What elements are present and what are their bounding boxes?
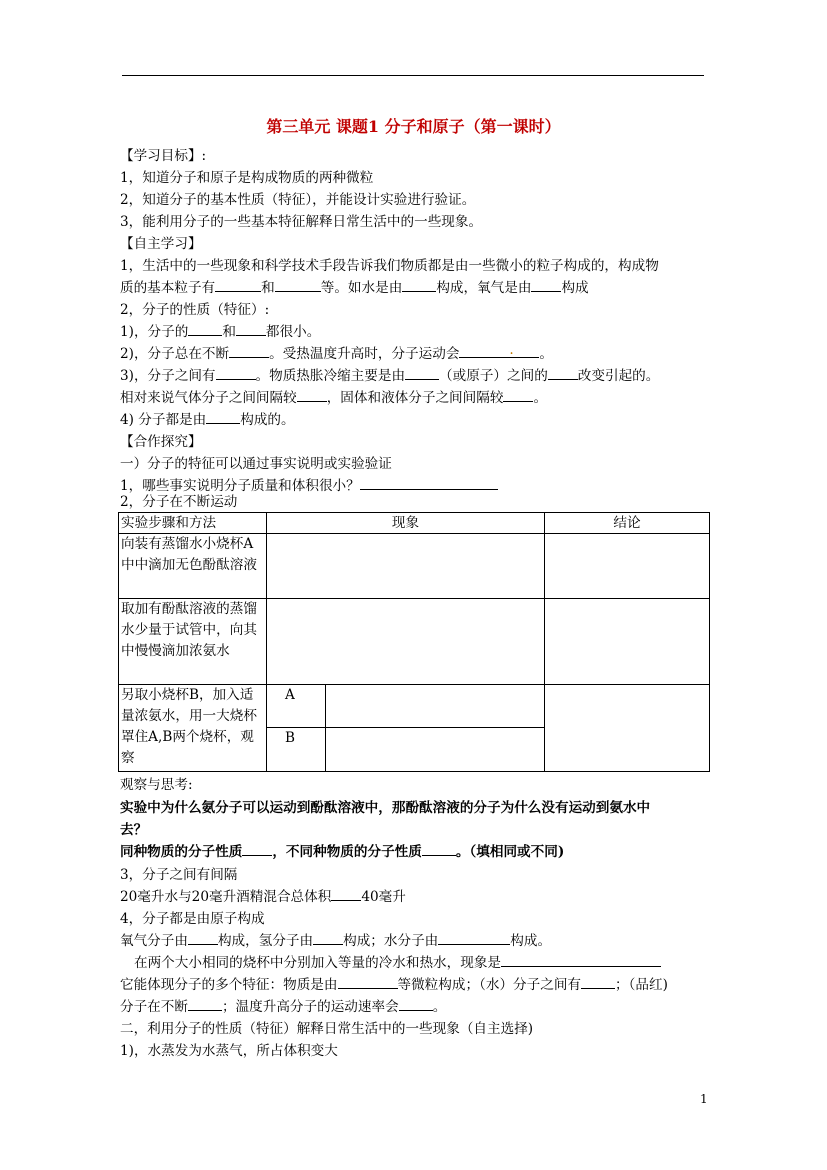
text: 。 — [432, 999, 447, 1015]
question-2 — [120, 841, 564, 863]
self-q1-line2 — [120, 277, 589, 299]
page-number: 1 — [700, 1092, 708, 1106]
experiment-table — [118, 512, 710, 772]
text: 4) 分子都是由 — [120, 412, 207, 428]
goal-2: 2，知道分子的基本性质（特征），并能设计实验进行验证。 — [120, 192, 476, 208]
text: 3)，分子之间有 — [120, 368, 216, 384]
col-conclusion: 结论 — [545, 513, 710, 534]
observe-header: 观察与思考: — [120, 777, 193, 793]
conclusion-cell[interactable] — [545, 534, 710, 599]
goals-header: 【学习目标】: — [120, 148, 207, 164]
text: 20毫升水与20毫升酒精混合总体积 — [120, 889, 332, 905]
phenomenon-cell[interactable] — [267, 599, 545, 685]
fill-blank[interactable] — [188, 321, 222, 336]
table-header-row — [119, 513, 710, 534]
self-q2-3 — [120, 365, 659, 387]
text: （或原子）之间的 — [439, 368, 548, 384]
self-study-header: 【自主学习】 — [120, 236, 202, 252]
coop-4-1 — [120, 930, 551, 952]
text: 和 — [261, 280, 275, 296]
fill-blank[interactable] — [331, 886, 361, 901]
fill-blank[interactable] — [581, 974, 615, 989]
fill-blank[interactable] — [459, 343, 539, 358]
text: 等微粒构成；（水）分子之间有 — [397, 977, 582, 993]
table-row — [119, 534, 710, 599]
coop-1-2: 2，分子在不断运动 — [120, 494, 238, 510]
self-q2: 2，分子的性质（特征）: — [120, 302, 270, 318]
self-q1-line1: 1，生活中的一些现象和科学技术手段告诉我们物质都是由一些微小的粒子构成的，构成物 — [120, 258, 659, 274]
fill-blank[interactable] — [188, 930, 218, 945]
text: 构成的。 — [240, 412, 295, 428]
text: 构成。 — [510, 933, 552, 949]
text: ；温度升高分子的运动速率会 — [221, 999, 399, 1015]
fill-blank[interactable] — [275, 277, 321, 292]
step-cell: 取加有酚酞溶液的蒸馏水少量于试管中，向其中慢慢滴加浓氨水 — [119, 599, 267, 685]
beaker-b-label: B — [267, 728, 326, 772]
text: 改变引起的。 — [577, 368, 660, 384]
fill-blank[interactable] — [531, 277, 561, 292]
table-row — [119, 685, 710, 728]
text: 和 — [222, 324, 236, 340]
text: 都很小。 — [265, 324, 321, 340]
text: 。（填相同或不同) — [455, 844, 565, 860]
coop-6: 二，利用分子的性质（特征）解释日常生活中的一些现象（自主选择) — [120, 1021, 534, 1037]
fill-blank[interactable] — [438, 930, 510, 945]
fill-blank[interactable] — [503, 387, 533, 402]
text: ，不同种物质的分子性质 — [272, 844, 422, 860]
fill-blank[interactable] — [236, 321, 266, 336]
phenomenon-b-cell[interactable] — [326, 728, 545, 772]
page-title: 第三单元 课题1 分子和原子（第一课时） — [266, 117, 561, 136]
coop-3-1 — [120, 886, 406, 908]
text: 1)，分子的 — [120, 324, 189, 340]
text: 相对来说气体分子之间间隔较 — [120, 390, 297, 406]
coop-5-line3 — [120, 996, 446, 1018]
dot-mark: . — [509, 342, 514, 358]
fill-blank[interactable] — [215, 277, 261, 292]
text: 质的基本粒子有 — [120, 280, 216, 296]
phenomenon-a-cell[interactable] — [326, 685, 545, 728]
phenomenon-cell[interactable] — [267, 534, 545, 599]
fill-blank[interactable] — [297, 387, 327, 402]
text: 构成；水分子由 — [343, 933, 439, 949]
fill-blank[interactable] — [501, 952, 661, 967]
self-q2-1 — [120, 321, 320, 343]
self-q2-4 — [120, 409, 295, 431]
fill-blank[interactable] — [399, 996, 433, 1011]
fill-blank[interactable] — [242, 841, 272, 856]
text: 构成，氢分子由 — [217, 933, 314, 949]
text: 构成，氧气是由 — [436, 280, 532, 296]
fill-blank[interactable] — [360, 475, 498, 490]
step-cell: 向装有蒸馏水小烧杯A中中滴加无色酚酞溶液 — [119, 534, 267, 599]
question-1-line2: 去？ — [120, 822, 148, 838]
fill-blank[interactable] — [422, 841, 456, 856]
coop-5-line1 — [120, 952, 661, 974]
text: 。 — [539, 346, 554, 362]
text: 。 — [533, 390, 548, 406]
text: 在两个大小相同的烧杯中分别加入等量的冷水和热水，现象是 — [134, 955, 502, 971]
goal-3: 3，能利用分子的一些基本特征解释日常生活中的一些现象。 — [120, 214, 483, 230]
step-cell: 另取小烧杯B，加入适量浓氨水，用一大烧杯罩住A,B两个烧杯，观察 — [119, 685, 267, 772]
question-1-line1: 实验中为什么氨分子可以运动到酚酞溶液中，那酚酞溶液的分子为什么没有运动到氨水中 — [120, 800, 651, 816]
text: 2)，分子总在不断 — [120, 346, 230, 362]
table-row — [119, 599, 710, 685]
beaker-a-label: A — [267, 685, 326, 728]
fill-blank[interactable] — [313, 930, 343, 945]
coop-1: 一）分子的特征可以通过事实说明或实验验证 — [120, 456, 392, 472]
text: 。受热温度升高时，分子运动会 — [269, 346, 460, 362]
coop-6-1: 1)，水蒸发为水蒸气，所占体积变大 — [120, 1043, 338, 1059]
text: 。物质热胀冷缩主要是由 — [255, 368, 406, 384]
conclusion-cell[interactable] — [545, 599, 710, 685]
coop-4: 4，分子都是由原子构成 — [120, 911, 265, 927]
text: 它能体现分子的多个特征：物质是由 — [120, 977, 338, 993]
fill-blank[interactable] — [338, 974, 398, 989]
col-steps: 实验步骤和方法 — [119, 513, 267, 534]
text: ；（品红) — [615, 977, 668, 993]
text: 构成 — [561, 280, 589, 296]
coop-header: 【合作探究】 — [120, 434, 202, 450]
fill-blank[interactable] — [188, 996, 222, 1011]
coop-3: 3，分子之间有间隔 — [120, 867, 238, 883]
coop-5-line2 — [120, 974, 668, 996]
text: 分子在不断 — [120, 999, 188, 1015]
self-q2-2 — [120, 343, 553, 365]
conclusion-cell[interactable] — [545, 685, 710, 772]
text: 氧气分子由 — [120, 933, 188, 949]
self-q2-3b — [120, 387, 547, 409]
fill-blank[interactable] — [405, 365, 439, 380]
text: 等。如水是由 — [320, 280, 403, 296]
col-phenomenon: 现象 — [267, 513, 545, 534]
text: 40毫升 — [361, 889, 406, 905]
fill-blank[interactable] — [229, 343, 269, 358]
text: ，固体和液体分子之间间隔较 — [326, 390, 504, 406]
fill-blank[interactable] — [216, 365, 256, 380]
fill-blank[interactable] — [548, 365, 578, 380]
header-rule — [122, 75, 704, 76]
fill-blank[interactable] — [402, 277, 436, 292]
text: 1，哪些事实说明分子质量和体积很小？ — [120, 478, 360, 494]
goal-1: 1，知道分子和原子是构成物质的两种微粒 — [120, 170, 374, 186]
fill-blank[interactable] — [206, 409, 240, 424]
text: 同种物质的分子性质 — [120, 844, 243, 860]
